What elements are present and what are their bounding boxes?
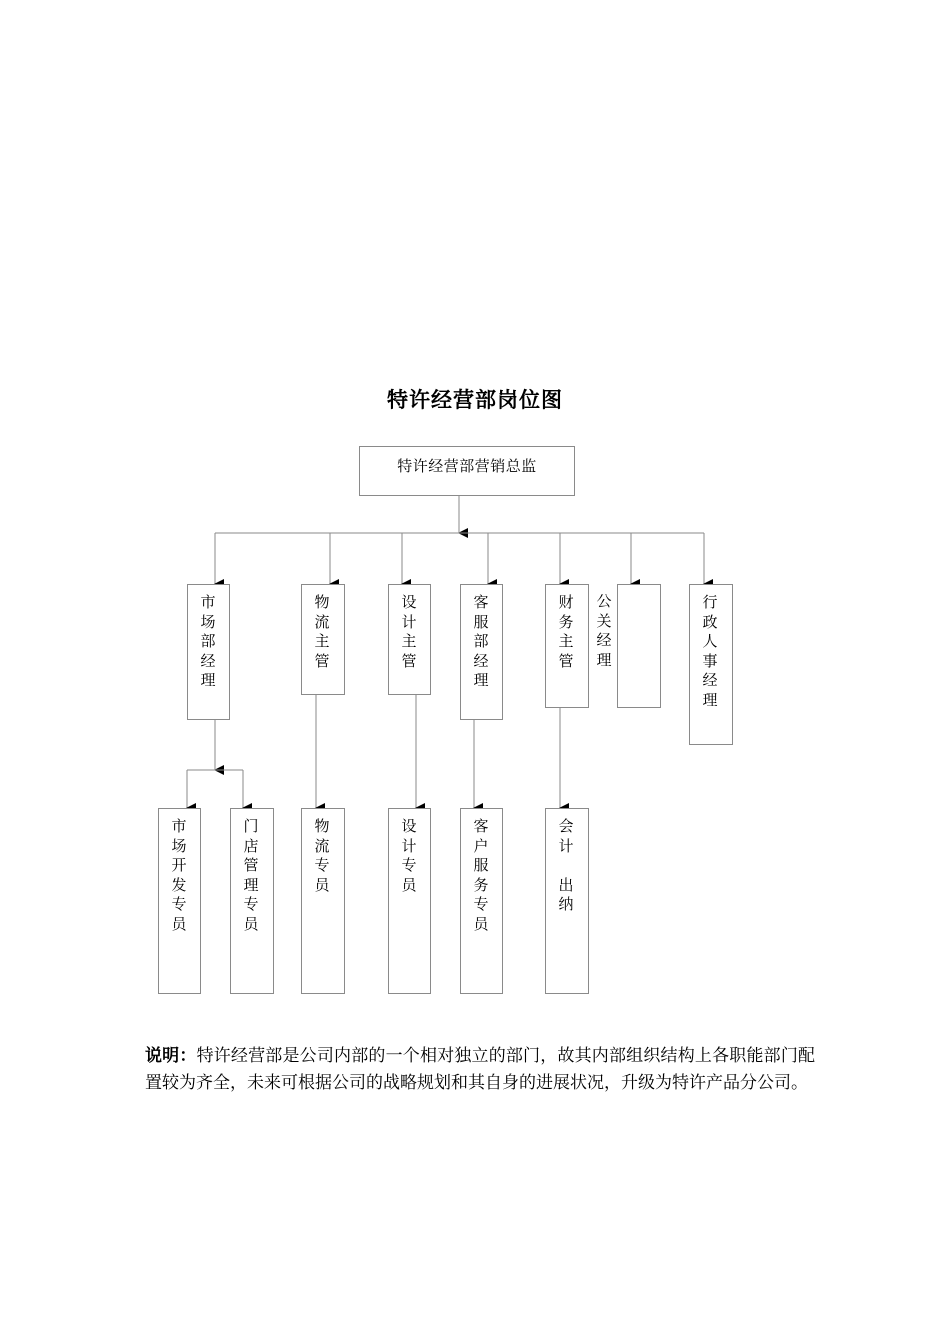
cs-staff-box xyxy=(460,808,503,994)
note-label: 说明： xyxy=(145,1046,197,1066)
design-supervisor-box xyxy=(388,584,431,695)
finance-supervisor-label: 财务主管 xyxy=(558,593,574,670)
logistics-supervisor-box xyxy=(301,584,345,695)
finance-supervisor-box xyxy=(545,584,589,708)
design-staff-box xyxy=(388,808,431,994)
pr-manager-box xyxy=(617,584,661,708)
director-box xyxy=(359,446,575,496)
logistics-supervisor-label: 物流主管 xyxy=(314,593,330,670)
note-text: 特许经营部是公司内部的一个相对独立的部门，故其内部组织结构上各职能部门配置较为齐全，未来可根据公司的战略规划和其自身的进展状况，升级为特许产品分公司。 xyxy=(145,1046,816,1093)
cs-manager-box xyxy=(460,584,503,720)
design-staff-label: 设计专员 xyxy=(401,817,417,894)
logistics-staff-box xyxy=(301,808,345,994)
market-dev-box xyxy=(158,808,201,994)
pr-manager-label: 公关经理 xyxy=(596,592,612,669)
admin-hr-manager-box xyxy=(689,584,733,745)
explanation-note xyxy=(145,1043,815,1097)
cs-staff-label: 客户服务专员 xyxy=(473,817,489,933)
cs-manager-label: 客服部经理 xyxy=(473,593,489,689)
accounting-box xyxy=(545,808,589,994)
admin-hr-manager-label: 行政人事经理 xyxy=(702,593,718,709)
store-mgmt-label: 门店管理专员 xyxy=(243,817,259,933)
accounting-label: 会计 出纳 xyxy=(558,817,574,913)
director-label: 特许经营部营销总监 xyxy=(397,457,537,475)
design-supervisor-label: 设计主管 xyxy=(401,593,417,670)
market-manager-label: 市场部经理 xyxy=(200,593,216,689)
market-manager-box xyxy=(187,584,230,720)
logistics-staff-label: 物流专员 xyxy=(314,817,330,894)
market-dev-label: 市场开发专员 xyxy=(171,817,187,933)
store-mgmt-box xyxy=(230,808,274,994)
chart-title: 特许经营部岗位图 xyxy=(387,387,563,412)
